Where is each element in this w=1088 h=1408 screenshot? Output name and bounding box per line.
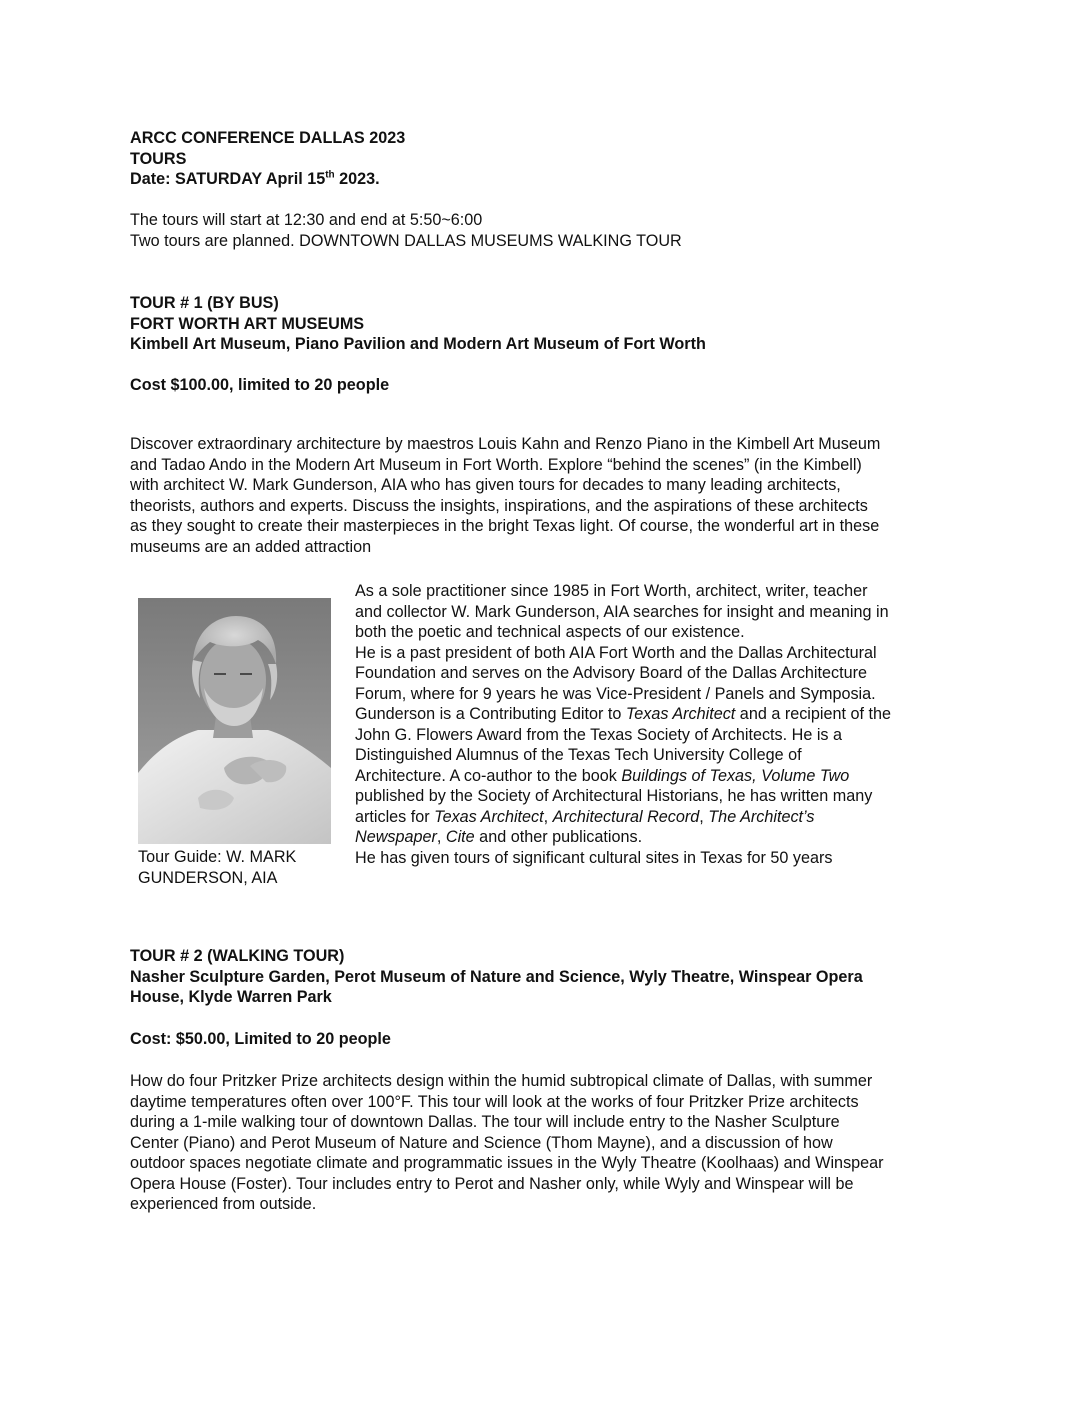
publication-title: Texas Architect bbox=[625, 705, 736, 723]
tour2-description bbox=[130, 1071, 970, 1215]
description-line: as they sought to create their masterpieces in the bright Texas light. Of course, the wonderful art in these bbox=[130, 517, 880, 535]
description-line: theorists, authors and experts. Discuss the insights, inspirations, and the aspirations of these architects bbox=[130, 496, 868, 515]
publication-title: Newspaper bbox=[355, 828, 437, 846]
description-line: with architect W. Mark Gunderson, AIA who has given tours for decades to many leading architects, bbox=[130, 476, 841, 494]
tour2-cost-text: Cost: $50.00, Limited to 20 people bbox=[130, 1030, 391, 1048]
intro-line: Two tours are planned. DOWNTOWN DALLAS MUSEUMS WALKING TOUR bbox=[130, 231, 682, 250]
section-title: TOURS bbox=[130, 149, 187, 168]
tour-guide-photo bbox=[138, 598, 331, 844]
tour1-venues: Kimbell Art Museum, Piano Pavilion and Modern Art Museum of Fort Worth bbox=[130, 335, 706, 353]
tour1-heading bbox=[130, 293, 970, 355]
bio-line: published by the Society of Architectural Historians, he has written many bbox=[355, 787, 873, 805]
intro-line: The tours will start at 12:30 and end at 5:50~6:00 bbox=[130, 211, 483, 229]
bio-line: John G. Flowers Award from the Texas Society of Architects. He is a bbox=[355, 725, 843, 744]
description-line: outdoor spaces negotiate climate and programmatic issues in the Wyly Theatre (Koolhaas) and Winspear bbox=[130, 1154, 884, 1172]
description-line: and Tadao Ando in the Modern Art Museum in Fort Worth. Explore “behind the scenes” (in the Kimbell) bbox=[130, 455, 862, 474]
bio-line: Distinguished Alumnus of the Texas Tech University College of bbox=[355, 746, 802, 764]
tour1-title: TOUR # 1 (BY BUS) bbox=[130, 294, 279, 312]
description-line: during a 1-mile walking tour of downtown Dallas. The tour will include entry to the Nasher Sculpture bbox=[130, 1113, 840, 1131]
caption-line: GUNDERSON, AIA bbox=[138, 868, 278, 887]
document-header bbox=[130, 128, 970, 190]
tour-guide-bio bbox=[355, 581, 975, 868]
tour2-cost bbox=[130, 1029, 970, 1050]
bio-line: and collector W. Mark Gunderson, AIA searches for insight and meaning in bbox=[355, 602, 889, 621]
caption-line: Tour Guide: W. MARK bbox=[138, 848, 297, 866]
description-line: experienced from outside. bbox=[130, 1195, 317, 1213]
bio-line: articles for Texas Architect, Architectural Record, The Architect’s bbox=[355, 807, 815, 826]
tour1-cost bbox=[130, 375, 970, 396]
tour2-venues: Nasher Sculpture Garden, Perot Museum of Nature and Science, Wyly Theatre, Winspear Opera bbox=[130, 967, 863, 986]
tour2-heading bbox=[130, 946, 970, 1008]
publication-title: The Architect’s bbox=[708, 807, 815, 826]
publication-title: Texas Architect bbox=[434, 807, 544, 826]
publication-title: Cite bbox=[445, 828, 475, 846]
book-title: Buildings of Texas, Volume Two bbox=[621, 766, 850, 785]
description-line: Center (Piano) and Perot Museum of Nature and Science (Thom Mayne), and a discussion of how bbox=[130, 1133, 833, 1152]
conference-title: ARCC CONFERENCE DALLAS 2023 bbox=[130, 129, 406, 147]
bio-line: As a sole practitioner since 1985 in Fort Worth, architect, writer, teacher bbox=[355, 582, 868, 600]
description-line: museums are an added attraction bbox=[130, 537, 372, 556]
tour2-title: TOUR # 2 (WALKING TOUR) bbox=[130, 947, 345, 965]
bio-line: Gunderson is a Contributing Editor to Texas Architect and a recipient of the bbox=[355, 705, 891, 723]
publication-title: Architectural Record bbox=[552, 807, 700, 826]
bio-line: Architecture. A co-author to the book Buildings of Texas, Volume Two bbox=[355, 766, 850, 785]
bio-line: Newspaper, Cite and other publications. bbox=[355, 828, 643, 846]
tour1-cost-text: Cost $100.00, limited to 20 people bbox=[130, 376, 390, 394]
bio-line: both the poetic and technical aspects of our existence. bbox=[355, 623, 745, 641]
tour-guide-portrait bbox=[138, 598, 331, 844]
description-line: daytime temperatures often over 100°F. This tour will look at the works of four Pritzker Prize architects bbox=[130, 1092, 859, 1111]
bio-line: Foundation and serves on the Advisory Board of the Dallas Architecture bbox=[355, 664, 867, 682]
bio-line: He has given tours of significant cultural sites in Texas for 50 years bbox=[355, 848, 833, 867]
photo-caption bbox=[138, 847, 338, 888]
bio-line: He is a past president of both AIA Fort Worth and the Dallas Architectural bbox=[355, 643, 877, 662]
description-line: How do four Pritzker Prize architects design within the humid subtropical climate of Dallas, with summer bbox=[130, 1072, 873, 1090]
description-line: Opera House (Foster). Tour includes entry to Perot and Nasher only, while Wyly and Winspear will be bbox=[130, 1174, 854, 1193]
tour2-venues: House, Klyde Warren Park bbox=[130, 988, 332, 1006]
bio-line: Forum, where for 9 years he was Vice-President / Panels and Symposia. bbox=[355, 684, 876, 703]
tour1-description bbox=[130, 434, 970, 557]
description-line: Discover extraordinary architecture by maestros Louis Kahn and Renzo Piano in the Kimbell Art Museum bbox=[130, 435, 881, 453]
intro-text bbox=[130, 210, 970, 251]
event-date: Date: SATURDAY April 15th 2023. bbox=[130, 169, 380, 188]
tour1-subtitle: FORT WORTH ART MUSEUMS bbox=[130, 314, 365, 333]
